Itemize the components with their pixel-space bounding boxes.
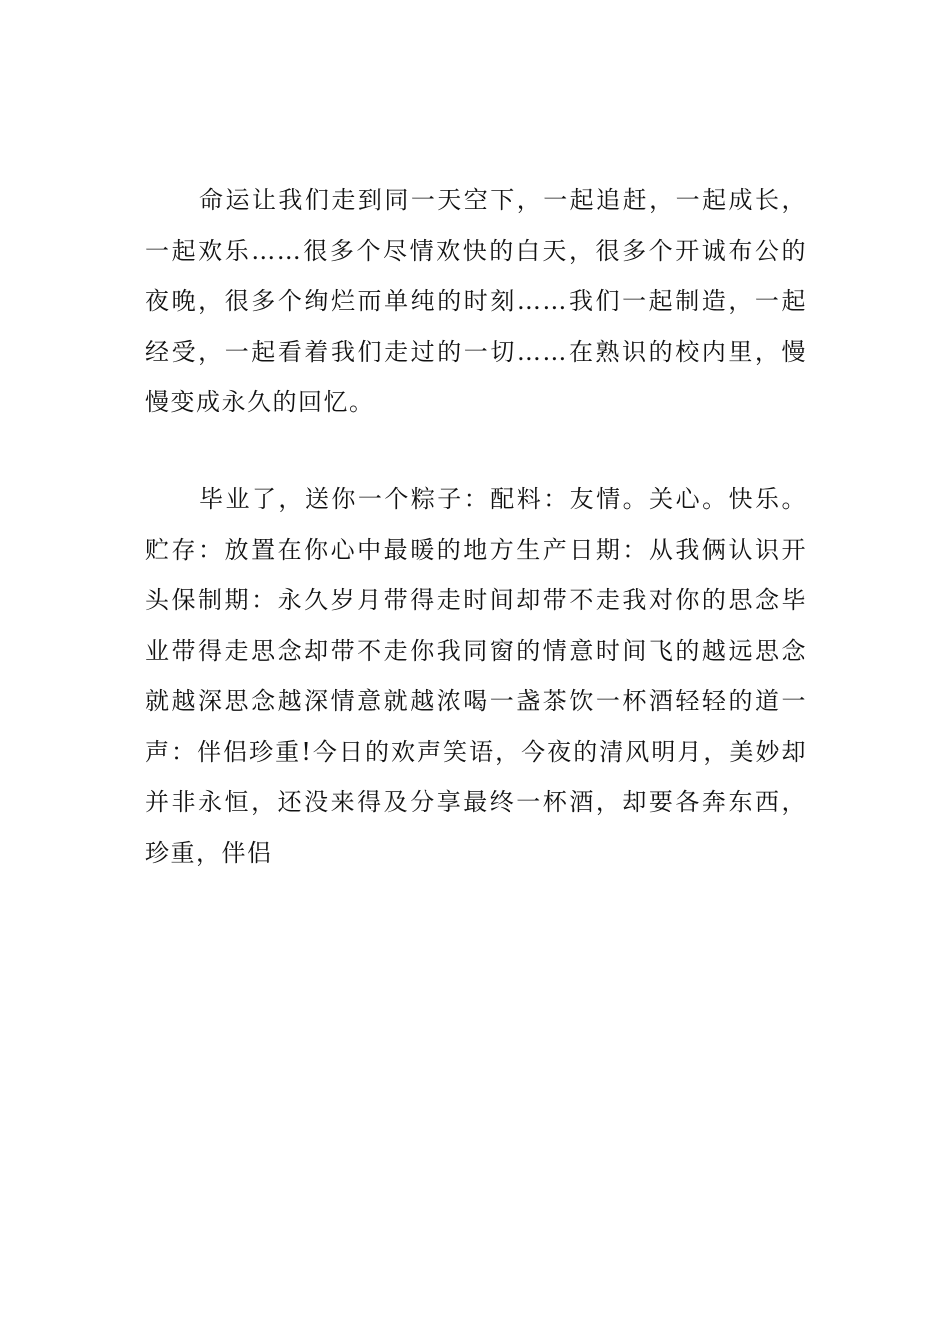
paragraph-2: 毕业了，送你一个粽子：配料：友情。关心。快乐。贮存：放置在你心中最暖的地方生产日期：从我俩认识开头保制期：永久岁月带得走时间却带不走我对你的思念毕业带得走思念却带不走你我同窗的情意时间飞的越远思念就越深思念越深情意就越浓喝一盏茶饮一杯酒轻轻的道一声：伴侣珍重!今日的欢声笑语，今夜的清风明月，美妙却并非永恒，还没来得及分享最终一杯酒，却要各奔东西，珍重，伴侣 bbox=[145, 485, 807, 867]
paragraph-1: 命运让我们走到同一天空下，一起追赶，一起成长，一起欢乐……很多个尽情欢快的白天，很多个开诚布公的夜晚，很多个绚烂而单纯的时刻……我们一起制造，一起经受，一起看着我们走过的一切……在熟识的校内里，慢慢变成永久的回忆。 bbox=[145, 186, 807, 416]
